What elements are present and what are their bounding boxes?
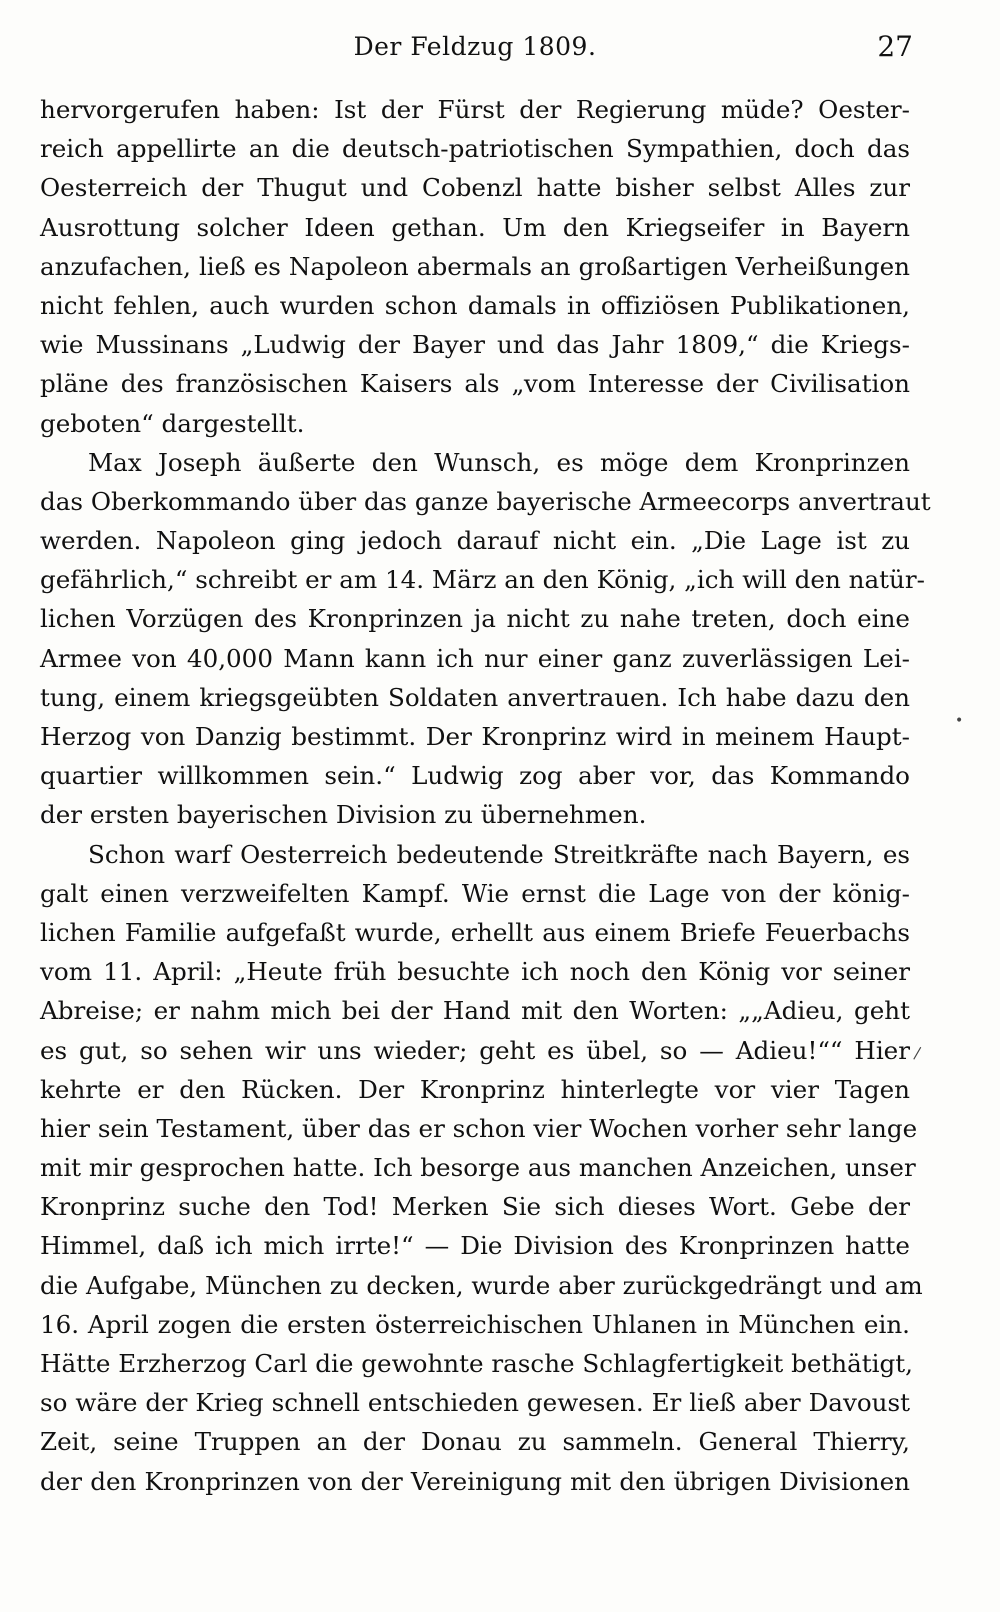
text-line: der ersten bayerischen Division zu übernehmen.: [40, 800, 647, 830]
text-line: Oesterreich der Thugut und Cobenzl hatte bisher selbst Alles zur: [40, 173, 910, 203]
text-line: lichen Vorzügen des Kronprinzen ja nicht zu nahe treten, doch eine: [40, 604, 910, 634]
text-line: hervorgerufen haben: Ist der Fürst der Regierung müde? Oester-: [40, 95, 910, 124]
text-line: quartier willkommen sein.“ Ludwig zog aber vor, das Kommando: [40, 761, 910, 791]
text-line: die Aufgabe, München zu decken, wurde aber zurückgedrängt und am: [40, 1270, 923, 1300]
body-text: [40, 90, 931, 1501]
text-line: kehrte er den Rücken. Der Kronprinz hinterlegte vor vier Tagen: [40, 1074, 910, 1104]
text-line: pläne des französischen Kaisers als „vom Interesse der Civilisation: [40, 369, 910, 399]
text-line: Himmel, daß ich mich irrte!“ — Die Division des Kronprinzen hatte: [40, 1231, 910, 1261]
running-title: Der Feldzug 1809.: [353, 32, 597, 61]
text-line: gefährlich,“ schreibt er am 14. März an den König, „ich will den natür-: [40, 565, 925, 595]
text-line: mit mir gesprochen hatte. Ich besorge aus manchen Anzeichen, unser: [40, 1153, 916, 1183]
running-head: [40, 30, 913, 70]
text-line: anzufachen, ließ es Napoleon abermals an großartigen Verheißungen: [40, 251, 910, 281]
text-line: es gut, so sehen wir uns wieder; geht es übel, so — Adieu!““ Hier: [40, 1035, 910, 1065]
page-number: 27: [877, 30, 913, 63]
text-line: so wäre der Krieg schnell entschieden gewesen. Er ließ aber Davoust: [40, 1388, 910, 1418]
text-line: wie Mussinans „Ludwig der Bayer und das Jahr 1809,“ die Kriegs-: [40, 330, 910, 360]
text-line: werden. Napoleon ging jedoch darauf nicht ein. „Die Lage ist zu: [40, 526, 910, 556]
text-line: hier sein Testament, über das er schon vier Wochen vorher sehr lange: [40, 1113, 918, 1143]
text-line: der den Kronprinzen von der Vereinigung mit den übrigen Divisionen: [40, 1466, 910, 1496]
text-line: geboten“ dargestellt.: [40, 408, 305, 438]
text-line: galt einen verzweifelten Kampf. Wie ernst die Lage von der könig-: [40, 878, 910, 908]
text-line: nicht fehlen, auch wurden schon damals in offiziösen Publikationen,: [40, 290, 910, 320]
text-line: Herzog von Danzig bestimmt. Der Kronprinz wird in meinem Haupt-: [40, 722, 910, 751]
text-line: vom 11. April: „Heute früh besuchte ich noch den König vor seiner: [40, 957, 910, 987]
paragraph-start-line: Max Joseph äußerte den Wunsch, es möge dem Kronprinzen: [88, 447, 910, 477]
text-line: Armee von 40,000 Mann kann ich nur einer ganz zuverlässigen Lei-: [40, 643, 910, 673]
scan-speck: |: [911, 1044, 924, 1062]
text-line: Hätte Erzherzog Carl die gewohnte rasche Schlagfertigkeit bethätigt,: [40, 1349, 913, 1378]
text-line: reich appellirte an die deutsch-patriotischen Sympathien, doch das: [40, 134, 910, 164]
text-line: Zeit, seine Truppen an der Donau zu sammeln. General Thierry,: [40, 1427, 910, 1457]
paragraph-start-line: Schon warf Oesterreich bedeutende Streitkräfte nach Bayern, es: [88, 839, 910, 869]
text-line: Abreise; er nahm mich bei der Hand mit den Worten: „„Adieu, geht: [40, 996, 910, 1026]
text-line: Ausrottung solcher Ideen gethan. Um den Kriegseifer in Bayern: [40, 212, 910, 242]
text-line: das Oberkommando über das ganze bayerische Armeecorps anvertraut: [40, 486, 931, 516]
text-line: tung, einem kriegsgeübten Soldaten anvertrauen. Ich habe dazu den: [40, 682, 910, 712]
text-line: 16. April zogen die ersten österreichischen Uhlanen in München ein.: [40, 1309, 910, 1339]
text-line: lichen Familie aufgefaßt wurde, erhellt aus einem Briefe Feuerbachs: [40, 917, 910, 947]
text-line: Kronprinz suche den Tod! Merken Sie sich dieses Wort. Gebe der: [40, 1192, 910, 1222]
scan-speck: •: [955, 713, 964, 729]
